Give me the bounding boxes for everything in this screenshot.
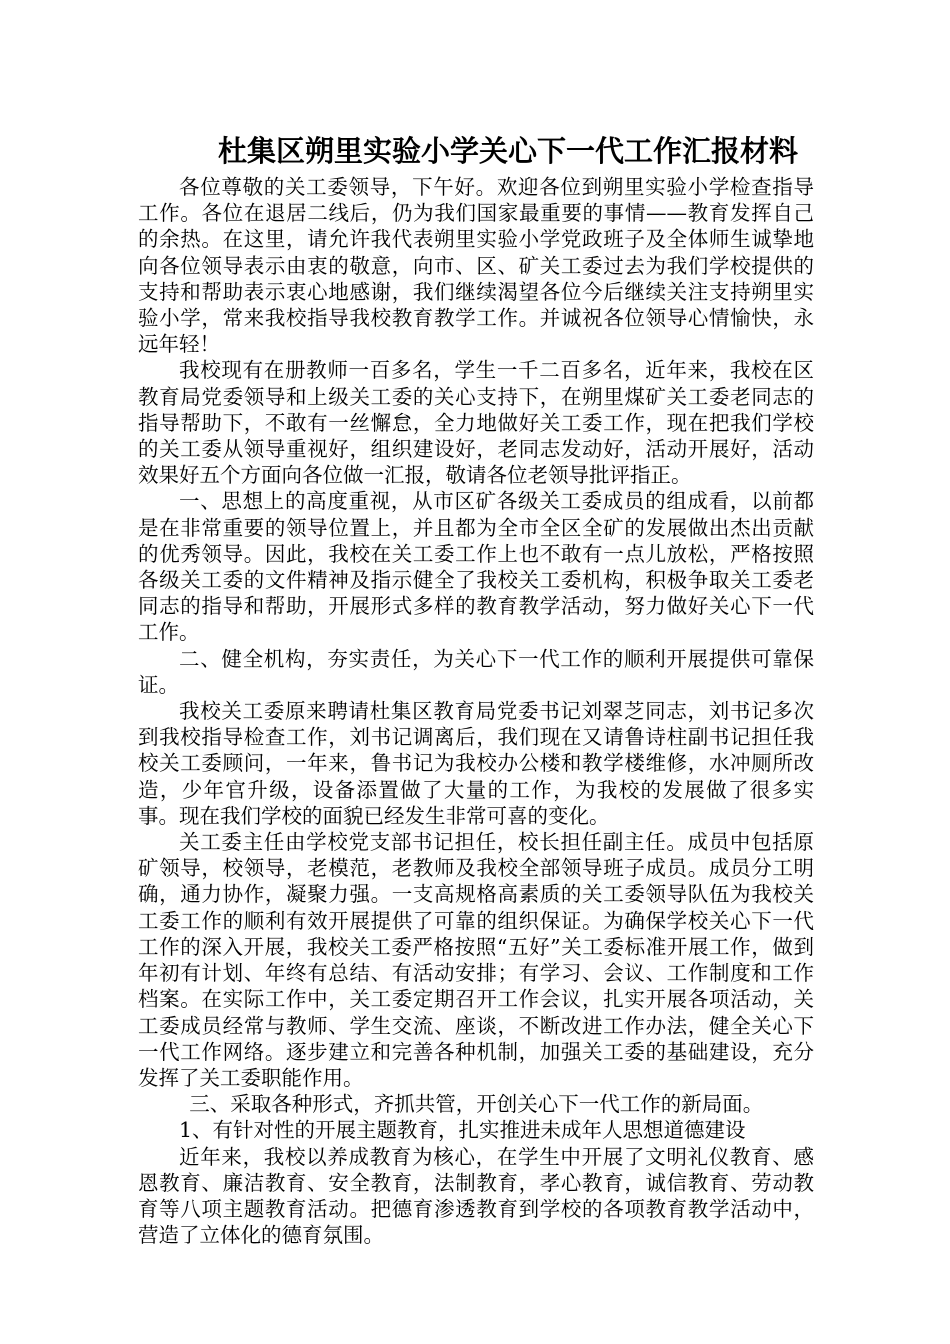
paragraph-subsection-one-heading: 1、有针对性的开展主题教育，扎实推进未成年人思想道德建设 xyxy=(179,1118,746,1143)
paragraph-section-three-heading: 三、采取各种形式，齐抓共管，开创关心下一代工作的新局面。 xyxy=(189,1092,764,1117)
paragraph-greeting: 各位尊敬的关工委领导，下午好。欢迎各位到朔里实验小学检查指导工作。各位在退居二线后，仍为我们国家最重要的事情——教育发挥自己的余热。在这里，请允许我代表朔里实验小学党政班子及全体师生诚挚地向各位领导表示由衷的敬意，向市、区、矿关工委过去为我们学校提供的支持和帮助表示衷心地感谢，我们继续渴望各位今后继续关注支持朔里实验小学，常来我校指导我校教育教学工作。并诚祝各位领导心情愉快，永远年轻！ xyxy=(138,175,814,357)
paragraph-theme-education: 近年来，我校以养成教育为核心，在学生中开展了文明礼仪教育、感恩教育、廉洁教育、安全教育，法制教育，孝心教育，诚信教育、劳动教育等八项主题教育活动。把德育渗透教育到学校的各项教育教学活动中，营造了立体化的德育氛围。 xyxy=(138,1144,814,1248)
document-title: 杜集区朔里实验小学关心下一代工作汇报材料 xyxy=(218,134,799,168)
document-body xyxy=(138,174,814,1248)
paragraph-section-one: 一、思想上的高度重视，从市区矿各级关工委成员的组成看，以前都是在非常重要的领导位置上，并且都为全市全区全矿的发展做出杰出贡献的优秀领导。因此，我校在关工委工作上也不敢有一点儿放松，严格按照各级关工委的文件精神及指示健全了我校关工委机构，积极争取关工委老同志的指导和帮助，开展形式多样的教育教学活动，努力做好关心下一代工作。 xyxy=(138,489,814,645)
paragraph-advisor: 我校关工委原来聘请杜集区教育局党委书记刘翠芝同志，刘书记多次到我校指导检查工作，刘书记调离后，我们现在又请鲁诗柱副书记担任我校关工委顾问，一年来，鲁书记为我校办公楼和教学楼维修，水冲厕所改造，少年官升级，设备添置做了大量的工作，为我校的发展做了很多实事。现在我们学校的面貌已经发生非常可喜的变化。 xyxy=(138,699,814,828)
paragraph-school-overview: 我校现有在册教师一百多名，学生一千二百多名，近年来，我校在区教育局党委领导和上级关工委的关心支持下，在朔里煤矿关工委老同志的指导帮助下，不敢有一丝懈怠，全力地做好关工委工作，现在把我们学校的关工委从领导重视好，组织建设好，老同志发动好，活动开展好，活动效果好五个方面向各位做一汇报，敬请各位老领导批评指正。 xyxy=(138,358,814,488)
paragraph-committee-structure: 关工委主任由学校党支部书记担任，校长担任副主任。成员中包括原矿领导，校领导，老模范，老教师及我校全部领导班子成员。成员分工明确，通力协作，凝聚力强。一支高规格高素质的关工委领导队伍为我校关工委工作的顺利有效开展提供了可靠的组织保证。为确保学校关心下一代工作的深入开展，我校关工委严格按照“五好”关工委标准开展工作，做到年初有计划、年终有总结、有活动安排；有学习、会议、工作制度和工作档案。在实际工作中，关工委定期召开工作会议，扎实开展各项活动，关工委成员经常与教师、学生交流、座谈，不断改进工作办法，健全关心下一代工作网络。逐步建立和完善各种机制，加强关工委的基础建设，充分发挥了关工委职能作用。 xyxy=(138,830,814,1090)
paragraph-section-two-heading: 二、健全机构，夯实责任，为关心下一代工作的顺利开展提供可靠保证。 xyxy=(138,646,814,697)
